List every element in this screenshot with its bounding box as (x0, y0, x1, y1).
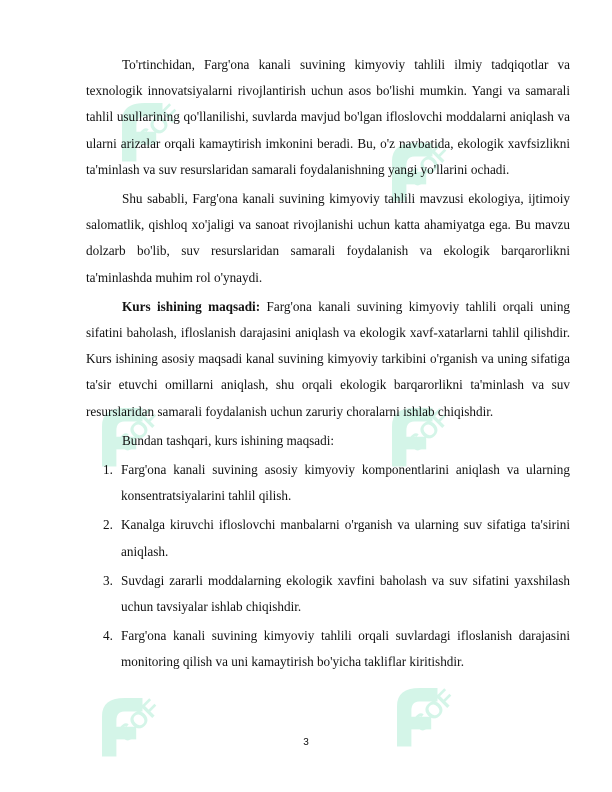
svg-text:SOF: SOF (407, 684, 460, 737)
course-goal-text: Farg'ona kanali suvining kimyoviy tahlili orqali uning sifatini baholash, ifloslanish darajasini aniqlash va ekologik xavf-xatarlarni tahlil qilishdir. Kurs ishining asosiy maqsadi kanal suvining kimyoviy tarkibini o'rganish va uning sifatiga ta'sir etuvchi omillarni aniqlash, shu orqali ekologik barqarorlikni ta'minlash va suv resurslaridan samarali foydalanish uchun zaruriy choralarni ishlab chiqishdir. (86, 298, 571, 419)
list-item (86, 623, 570, 675)
list-item-text: Kanalga kiruvchi ifloslovchi manbalarni o'rganish va ularning suv sifatiga ta'sirini aniqlash. (121, 517, 570, 559)
list-item-number: 1. (103, 462, 113, 478)
list-item-text: Suvdagi zararli moddalarning ekologik xavfini baholash va suv sifatini yaxshilash uchun tavsiyalar ishlab chiqishdir. (121, 572, 570, 615)
svg-text:SOF: SOF (112, 404, 165, 457)
list-item (86, 457, 570, 509)
watermark-logo (75, 680, 165, 770)
paragraph-course-goal (86, 294, 570, 425)
course-goal-label: Kurs ishining maqsadi: (122, 298, 261, 314)
list-item-text: Farg'ona kanali suvining asosiy kimyoviy komponentlarini aniqlash va ularning konsentratsiyalarini tahlil qilish. (121, 462, 570, 504)
list-item-text: Farg'ona kanali suvining kimyoviy tahlili orqali suvlardagi ifloslanish darajasini monitoring qilish va uni kamaytirish bo'yicha takliflar kiritishdir. (121, 628, 570, 670)
page-number: 3 (303, 737, 309, 748)
paragraph-therefore: Shu sababli, Farg'ona kanali suvining kimyoviy tahlili mavzusi ekologiya, ijtimoiy salomatlik, qishloq xo'jaligi va sanoat rivojlanishi uchun katta ahamiyatga ega. Bu mavzu dolzarb bo'lib, suv resurslaridan samarali foydalanish va ekologik barqarorlikni ta'minlashda muhim rol o'ynaydi. (86, 191, 570, 285)
list-item (86, 512, 570, 564)
list-item-number: 4. (103, 628, 113, 644)
svg-text:SOF: SOF (402, 404, 455, 457)
document-body (86, 52, 570, 676)
goals-list (86, 457, 570, 676)
svg-text:SOF: SOF (402, 139, 455, 192)
list-intro: Bundan tashqari, kurs ishining maqsadi: (122, 432, 335, 448)
svg-text:SOF: SOF (112, 694, 165, 747)
svg-text:SOF: SOF (132, 99, 185, 152)
list-item-number: 3. (103, 572, 113, 588)
paragraph-fourthly: To'rtinchidan, Farg'ona kanali suvining kimyoviy tahlili ilmiy tadqiqotlar va texnologik innovatsiyalarni rivojlantirish uchun asos bo'lishi mumkin. Yangi va samarali tahlil usullarining qo'llanilishi, suvlarda mavjud bo'lgan ifloslovchi moddalarni aniqlash va ularni arizalar orqali kamaytirish imkonini beradi. Bu, o'z navbatida, ekologik xavfsizlikni ta'minlash va suv resurslaridan samarali foydalanishning yangi yo'llarini ochadi. (86, 57, 570, 177)
list-item (86, 568, 570, 620)
list-item-number: 2. (103, 517, 113, 533)
